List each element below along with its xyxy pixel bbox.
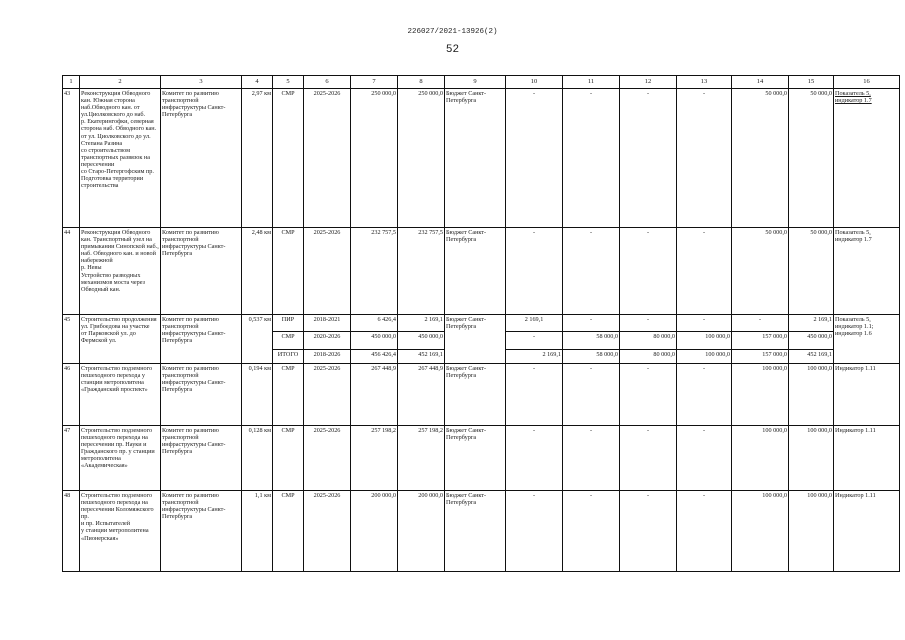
object-name: Строительство подземного пешеходного перехода на пересечении пр. Науки и Гражданского пр. у станции метрополитена «Академическая» <box>80 426 161 491</box>
responsible-committee: Комитет по развитию транспортной инфраструктуры Санкт-Петербурга <box>161 364 242 426</box>
column-number-row <box>63 76 900 89</box>
work-type: СМР <box>273 364 304 426</box>
year-value: 50 000,0 <box>732 89 789 228</box>
year-value: - <box>506 228 563 315</box>
year-value: 50 000,0 <box>732 228 789 315</box>
year-value: 157 000,0 <box>732 350 789 364</box>
period: 2025-2026 <box>304 364 351 426</box>
year-value: - <box>677 89 732 228</box>
col-num: 14 <box>732 76 789 89</box>
year-value: - <box>563 364 620 426</box>
table-row <box>63 228 900 315</box>
period: 2018-2026 <box>304 350 351 364</box>
year-value: - <box>677 315 732 332</box>
budget-amount: 267 448,9 <box>398 364 445 426</box>
row-number: 45 <box>63 315 80 364</box>
object-name: Строительство подземного пешеходного перехода на пересечении Коломяжского пр. и пр. Испытателей у станции метрополитена «Пионерская» <box>80 491 161 572</box>
document-code: 226027/2021-13926(2) <box>407 28 498 36</box>
year-value: - <box>563 89 620 228</box>
period: 2025-2026 <box>304 426 351 491</box>
col-num: 16 <box>834 76 900 89</box>
funding-source: Бюджет Санкт-Петербурга <box>445 89 506 228</box>
work-type: СМР <box>273 426 304 491</box>
col-num: 10 <box>506 76 563 89</box>
year-value: - <box>677 491 732 572</box>
responsible-committee: Комитет по развитию транспортной инфраструктуры Санкт-Петербурга <box>161 315 242 364</box>
responsible-committee: Комитет по развитию транспортной инфраструктуры Санкт-Петербурга <box>161 89 242 228</box>
page-number: 52 <box>445 44 460 56</box>
total-cost: 450 000,0 <box>351 332 398 350</box>
year-value: 2 169,1 <box>506 315 563 332</box>
year-value: - <box>677 426 732 491</box>
year-value: 100 000,0 <box>732 364 789 426</box>
indicator: Индикатор 1.11 <box>834 491 900 572</box>
work-type: СМР <box>273 491 304 572</box>
col-num: 13 <box>677 76 732 89</box>
year-value: 100 000,0 <box>789 426 834 491</box>
table-row <box>63 426 900 491</box>
responsible-committee: Комитет по развитию транспортной инфраструктуры Санкт-Петербурга <box>161 491 242 572</box>
year-value: - <box>677 228 732 315</box>
work-type: СМР <box>273 89 304 228</box>
year-value: 157 000,0 <box>732 332 789 350</box>
object-name: Строительство продолжения ул. Грибоедова на участке от Парковской ул. до Фермской ул. <box>80 315 161 364</box>
budget-amount: 200 000,0 <box>398 491 445 572</box>
year-value: 100 000,0 <box>789 491 834 572</box>
period: 2025-2026 <box>304 491 351 572</box>
year-value: 100 000,0 <box>732 426 789 491</box>
funding-source: Бюджет Санкт-Петербурга <box>445 491 506 572</box>
col-num: 7 <box>351 76 398 89</box>
year-value: 58 000,0 <box>563 332 620 350</box>
col-num: 15 <box>789 76 834 89</box>
year-value: 100 000,0 <box>677 332 732 350</box>
year-value: - <box>563 491 620 572</box>
year-value: 58 000,0 <box>563 350 620 364</box>
total-cost: 200 000,0 <box>351 491 398 572</box>
funding-source: Бюджет Санкт-Петербурга <box>445 426 506 491</box>
col-num: 9 <box>445 76 506 89</box>
table-row <box>63 491 900 572</box>
indicator: Индикатор 1.11 <box>834 426 900 491</box>
year-value: - <box>563 315 620 332</box>
total-cost: 267 448,9 <box>351 364 398 426</box>
budget-amount: 452 169,1 <box>398 350 445 364</box>
length: 0,194 км <box>242 364 273 426</box>
col-num: 11 <box>563 76 620 89</box>
work-type: ИТОГО <box>273 350 304 364</box>
length: 2,48 км <box>242 228 273 315</box>
col-num: 2 <box>80 76 161 89</box>
work-type: СМР <box>273 228 304 315</box>
length: 2,97 км <box>242 89 273 228</box>
row-number: 43 <box>63 89 80 228</box>
length: 0,128 км <box>242 426 273 491</box>
year-value: 50 000,0 <box>789 89 834 228</box>
indicator: Индикатор 1.11 <box>834 364 900 426</box>
total-cost: 456 426,4 <box>351 350 398 364</box>
year-value: - <box>620 364 677 426</box>
col-num: 5 <box>273 76 304 89</box>
object-name: Реконструкция Обводного кан. Южная сторона наб.Обводного кан. от ул.Циолковского до наб. р. Екатерингофки, северная сторона наб. Обводного кан. от ул. Циолковского до ул. Степана Разина со строительством транспортных развязок на пересечении со Старо-Петергофским пр. Подготовка территории строительства <box>80 89 161 228</box>
total-cost: 250 000,0 <box>351 89 398 228</box>
year-value: - <box>732 315 789 332</box>
year-value: - <box>506 364 563 426</box>
year-value: - <box>620 491 677 572</box>
year-value: 452 169,1 <box>789 350 834 364</box>
col-num: 12 <box>620 76 677 89</box>
year-value: - <box>506 332 563 350</box>
year-value: 50 000,0 <box>789 228 834 315</box>
year-value: - <box>677 364 732 426</box>
length: 1,1 км <box>242 491 273 572</box>
year-value: 80 000,0 <box>620 332 677 350</box>
year-value: - <box>563 228 620 315</box>
indicator: Показатель 5, индикатор 1.7 <box>834 228 900 315</box>
length: 0,537 км <box>242 315 273 364</box>
table-row <box>63 364 900 426</box>
year-value: - <box>620 426 677 491</box>
work-type: ПИР <box>273 315 304 332</box>
year-value: 100 000,0 <box>677 350 732 364</box>
col-num: 6 <box>304 76 351 89</box>
object-name: Реконструкция Обводного кан. Транспортный узел на примыкании Синопской наб., наб. Обводного кан. и новой набережной р. Невы Устройство разводных механизмов моста через Обводный кан. <box>80 228 161 315</box>
year-value: 450 000,0 <box>789 332 834 350</box>
col-num: 8 <box>398 76 445 89</box>
year-value: - <box>506 426 563 491</box>
object-name: Строительство подземного пешеходного перехода у станции метрополитена «Гражданский проспект» <box>80 364 161 426</box>
program-table <box>62 75 900 572</box>
year-value: 100 000,0 <box>732 491 789 572</box>
year-value: - <box>506 89 563 228</box>
year-value: - <box>506 491 563 572</box>
year-value: - <box>563 426 620 491</box>
funding-source: Бюджет Санкт-Петербурга <box>445 315 506 364</box>
col-num: 4 <box>242 76 273 89</box>
row-number: 47 <box>63 426 80 491</box>
budget-amount: 450 000,0 <box>398 332 445 350</box>
responsible-committee: Комитет по развитию транспортной инфраструктуры Санкт-Петербурга <box>161 228 242 315</box>
budget-amount: 250 000,0 <box>398 89 445 228</box>
funding-source: Бюджет Санкт-Петербурга <box>445 364 506 426</box>
budget-amount: 2 169,1 <box>398 315 445 332</box>
indicator: Показатель 5, индикатор 1.1; индикатор 1.6 <box>834 315 900 364</box>
row-number: 46 <box>63 364 80 426</box>
budget-amount: 232 757,5 <box>398 228 445 315</box>
col-num: 3 <box>161 76 242 89</box>
year-value: 80 000,0 <box>620 350 677 364</box>
year-value: 2 169,1 <box>789 315 834 332</box>
year-value: 100 000,0 <box>789 364 834 426</box>
funding-source: Бюджет Санкт-Петербурга <box>445 228 506 315</box>
table-row <box>63 89 900 228</box>
year-value: - <box>620 228 677 315</box>
period: 2025-2026 <box>304 89 351 228</box>
row-number: 44 <box>63 228 80 315</box>
col-num: 1 <box>63 76 80 89</box>
table-row <box>63 315 900 332</box>
total-cost: 232 757,5 <box>351 228 398 315</box>
year-value: 2 169,1 <box>506 350 563 364</box>
responsible-committee: Комитет по развитию транспортной инфраструктуры Санкт-Петербурга <box>161 426 242 491</box>
budget-amount: 257 198,2 <box>398 426 445 491</box>
row-number: 48 <box>63 491 80 572</box>
period: 2025-2026 <box>304 228 351 315</box>
indicator: Показатель 5, индикатор 1.7 <box>834 89 900 228</box>
year-value: - <box>620 315 677 332</box>
period: 2018-2021 <box>304 315 351 332</box>
year-value: - <box>620 89 677 228</box>
work-type: СМР <box>273 332 304 350</box>
total-cost: 257 198,2 <box>351 426 398 491</box>
period: 2020-2026 <box>304 332 351 350</box>
total-cost: 6 426,4 <box>351 315 398 332</box>
